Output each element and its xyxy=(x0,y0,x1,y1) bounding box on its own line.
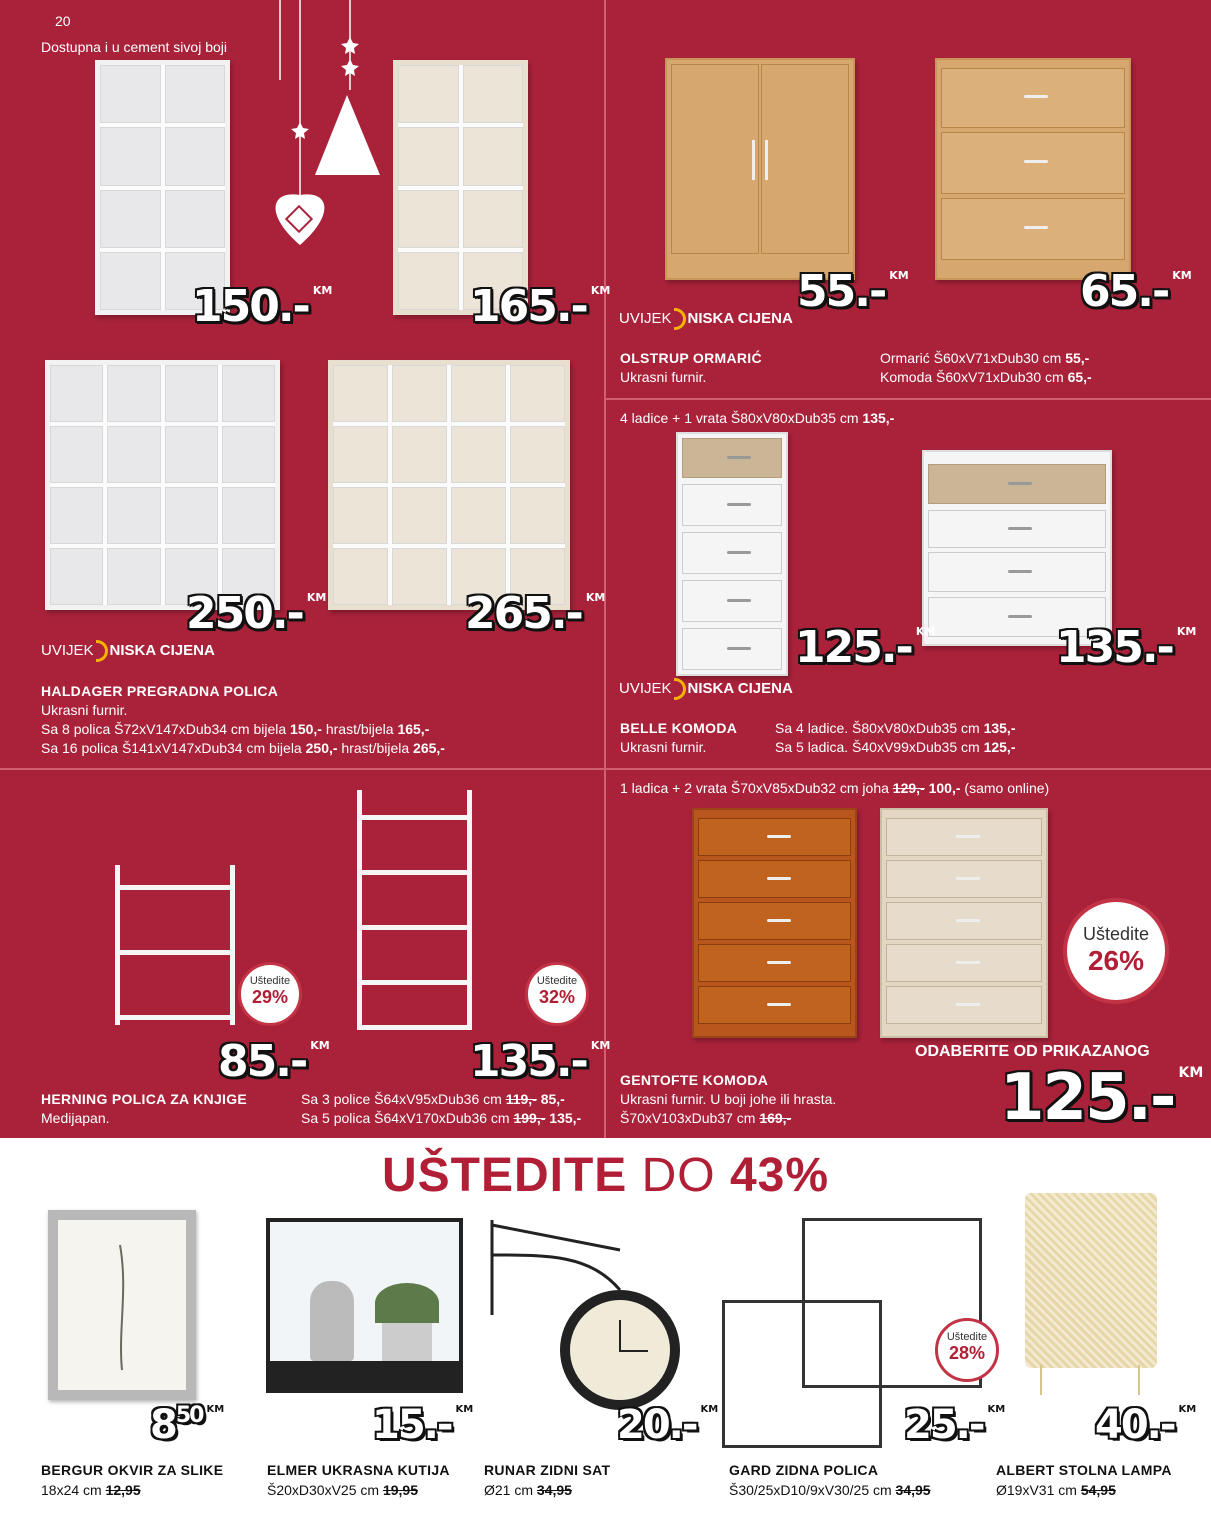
variant-line: Sa 4 ladice. Š80xV80xDub35 cm 135,- xyxy=(775,720,1016,736)
price-tag: 125.- KM xyxy=(795,622,936,673)
product-name: HERNING POLICA ZA KNJIGE xyxy=(41,1091,248,1107)
gentofte-promo-line: 1 ladica + 2 vrata Š70xV85xDub32 cm joha 129,- 100,- (samo online) xyxy=(620,780,1050,796)
runar-info xyxy=(484,1460,610,1500)
bergur-frame-image xyxy=(48,1210,196,1400)
belle-4-drawer-image xyxy=(922,450,1112,646)
uvijek-niska-cijena-logo: UVIJEK NISKA CIJENA xyxy=(619,678,793,700)
gard-info xyxy=(729,1460,931,1500)
olstrup-info xyxy=(620,349,762,387)
product-name: ALBERT STOLNA LAMPA xyxy=(996,1462,1172,1478)
variant-line: Ormarić Š60xV71xDub30 cm 55,- xyxy=(880,350,1090,366)
product-dims: Š20xD30xV25 cm 19,95 xyxy=(267,1482,418,1498)
belle-info xyxy=(620,719,737,757)
price-tag: 15.- KM xyxy=(372,1402,474,1448)
variant-line: Š70xV103xDub37 cm 169,- xyxy=(620,1110,792,1126)
savings-badge: Uštedite 28% xyxy=(935,1318,999,1382)
price-tag: $8^{50}$ KM xyxy=(150,1402,225,1448)
product-name: GARD ZIDNA POLICA xyxy=(729,1462,879,1478)
price-tag: 135.- KM xyxy=(1056,622,1197,673)
variant-line: Sa 5 polica Š64xV170xDub36 cm 199,- 135,- xyxy=(301,1110,582,1126)
uvijek-niska-cijena-logo: UVIJEK NISKA CIJENA xyxy=(41,640,215,662)
price-tag: 150.- KM xyxy=(192,281,333,332)
product-material: Ukrasni furnir. U boji johe ili hrasta. xyxy=(620,1091,837,1107)
product-dims: Ø21 cm 34,95 xyxy=(484,1482,572,1498)
haldager-8-oak-image xyxy=(393,60,528,315)
variant-line: Sa 5 ladica. Š40xV99xDub35 cm 125,- xyxy=(775,739,1016,755)
divider xyxy=(605,398,1211,400)
gard-shelf-small-image xyxy=(722,1300,882,1448)
page-number: 20 xyxy=(55,13,71,29)
price-tag: 25.- KM xyxy=(904,1402,1006,1448)
variant-line: Komoda Š60xV71xDub30 cm 65,- xyxy=(880,369,1092,385)
price-tag: 20.- KM xyxy=(617,1402,719,1448)
savings-badge: Uštedite 32% xyxy=(525,962,589,1026)
price-tag: 65.- KM xyxy=(1080,266,1192,317)
price-tag: 135.- KM xyxy=(470,1036,611,1087)
product-name: BERGUR OKVIR ZA SLIKE xyxy=(41,1462,224,1478)
haldager-16-white-image xyxy=(45,360,280,610)
olstrup-dresser-image xyxy=(935,58,1131,280)
elmer-info xyxy=(267,1460,450,1500)
divider xyxy=(0,768,1211,770)
savings-headline: UŠTEDITE DO 43% xyxy=(381,1149,830,1202)
divider xyxy=(604,0,606,1138)
belle-promo-line: 4 ladice + 1 vrata Š80xV80xDub35 cm 135,- xyxy=(620,410,895,426)
product-name: RUNAR ZIDNI SAT xyxy=(484,1462,611,1478)
gentofte-alder-image xyxy=(692,808,857,1038)
product-material: Ukrasni furnir. xyxy=(620,739,707,755)
savings-badge: Uštedite 26% xyxy=(1063,898,1169,1004)
gentofte-oak-image xyxy=(880,808,1048,1038)
product-material: Ukrasni furnir. xyxy=(620,369,707,385)
belle-variants xyxy=(775,719,1016,757)
uvijek-niska-cijena-logo: UVIJEK NISKA CIJENA xyxy=(619,308,793,330)
haldager-8-white-image xyxy=(95,60,230,315)
savings-badge: Uštedite 29% xyxy=(238,962,302,1026)
christmas-ornaments-icon xyxy=(260,0,390,250)
variant-line: Sa 16 polica Š141xV147xDub34 cm bijela 250,- hrast/bijela 265,- xyxy=(41,740,445,756)
herning-variants xyxy=(301,1090,581,1128)
price-tag: 165.- KM xyxy=(470,281,611,332)
herning-tall-image xyxy=(357,790,472,1030)
price-tag: 265.- KM xyxy=(465,588,606,639)
belle-5-drawer-image xyxy=(676,432,788,676)
variant-line: Sa 8 polica Š72xV147xDub34 cm bijela 150,- hrast/bijela 165,- xyxy=(41,721,430,737)
product-name: OLSTRUP ORMARIĆ xyxy=(620,350,762,366)
price-tag: 40.- KM xyxy=(1095,1402,1197,1448)
olstrup-variants xyxy=(880,349,1092,387)
gentofte-info xyxy=(620,1071,836,1128)
albert-info xyxy=(996,1460,1172,1500)
price-tag: 85.- KM xyxy=(218,1036,330,1087)
product-name: GENTOFTE KOMODA xyxy=(620,1072,769,1088)
herning-info xyxy=(41,1090,247,1128)
cement-note: Dostupna i u cement sivoj boji xyxy=(41,39,227,55)
product-name: ELMER UKRASNA KUTIJA xyxy=(267,1462,450,1478)
lamp-legs xyxy=(1040,1365,1140,1395)
price-tag: 125.- KM xyxy=(1000,1061,1204,1135)
price-tag: 250.- KM xyxy=(186,588,327,639)
product-dims: Š30/25xD10/9xV30/25 cm 34,95 xyxy=(729,1482,931,1498)
herning-small-image xyxy=(115,865,235,1025)
product-material: Medijapan. xyxy=(41,1110,110,1126)
product-dims: 18x24 cm 12,95 xyxy=(41,1482,141,1498)
price-tag: 55.- KM xyxy=(797,266,909,317)
product-name: BELLE KOMODA xyxy=(620,720,738,736)
albert-lamp-image xyxy=(1025,1193,1157,1368)
elmer-box-image xyxy=(266,1218,463,1393)
bergur-info xyxy=(41,1460,223,1500)
haldager-16-oak-image xyxy=(328,360,570,610)
product-material: Ukrasni furnir. xyxy=(41,702,128,718)
product-name: HALDAGER PREGRADNA POLICA xyxy=(41,683,279,699)
product-dims: Ø19xV31 cm 54,95 xyxy=(996,1482,1116,1498)
choose-from-shown: ODABERITE OD PRIKAZANOG xyxy=(915,1043,1150,1060)
olstrup-cabinet-image xyxy=(665,58,855,280)
haldager-info xyxy=(41,682,445,758)
variant-line: Sa 3 police Š64xV95xDub36 cm 119,- 85,- xyxy=(301,1091,565,1107)
clock-bracket-icon xyxy=(490,1215,630,1335)
